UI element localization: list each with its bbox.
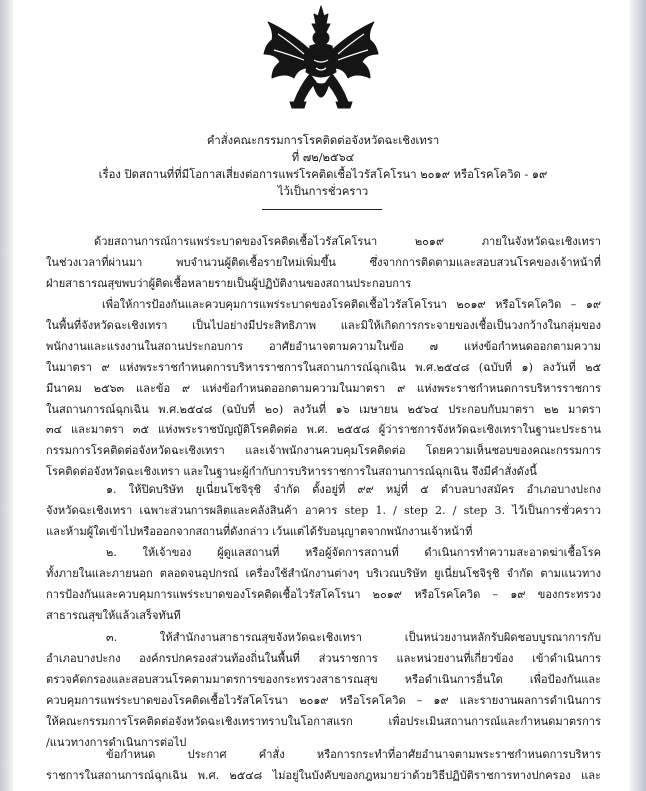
text-line: กรรมการโรคติดต่อจังหวัดฉะเชิงเทรา และเจ้าพนักงานควบคุมโรคติดต่อ โดยความเห็นชอบของคณะกรรมการ <box>46 444 601 458</box>
garuda-emblem-icon <box>260 2 382 126</box>
text-line: เพื่อให้การป้องกันและควบคุมการแพร่ระบาดของโรคติดเชื้อไวรัสโคโรนา ๒๐๑๙ หรือโรคโควิด – ๑๙ <box>102 298 601 311</box>
text-line: ให้คณะกรรมการโรคติดต่อจังหวัดฉะเชิงเทราทราบในโอกาสแรก เพื่อประเมินสถานการณ์และกำหนดมาตรการ <box>46 714 601 728</box>
text-line: และห้ามผู้ใดเข้าไปหรือออกจากสถานที่ดังกล่าว เว้นแต่ได้รับอนุญาตจากพนักงานเจ้าหน้าที่ <box>46 524 473 538</box>
text-line: มีนาคม ๒๕๖๓ และข้อ ๙ แห่งข้อกำหนดออกตามความในมาตรา ๙ แห่งพระราชกำหนดการบริหารราชการ <box>46 381 601 395</box>
text-line: ในช่วงเวลาที่ผ่านมา พบจำนวนผู้ติดเชื้อรายใหม่เพิ่มขึ้น ซึ่งจากการติดตามและสอบสวนโรคของเจ้าหน้าที่ <box>46 255 601 269</box>
order-issuer: คำสั่งคณะกรรมการโรคติดต่อจังหวัดฉะเชิงเทรา <box>206 134 440 147</box>
text-line: ๑. ให้ปิดบริษัท ยูเนี่ยนโชจิรุชิ จำกัด ตั้งอยู่ที่ ๙๙ หมู่ที่ ๕ ตำบลบางสมัคร อำเภอบางปะกง <box>106 483 601 496</box>
order-number: ที่ ๗๒/๒๕๖๔ <box>291 151 355 164</box>
text-line: ฝ่ายสาธารณสุขพบว่าผู้ติดเชื้อหลายรายเป็นผู้ปฏิบัติงานของสถานประกอบการ <box>46 276 412 290</box>
paragraph-background <box>46 232 601 295</box>
header-divider <box>262 209 382 210</box>
text-line: /แนวทางการดำเนินการต่อไป <box>46 735 187 749</box>
paragraph-item-2 <box>46 543 601 627</box>
paragraph-item-3 <box>46 628 601 753</box>
text-line: ราชการในสถานการณ์ฉุกเฉิน พ.ศ. ๒๕๔๘ ไม่อยู่ในบังคับของกฎหมายว่าด้วยวิธีปฏิบัติราชการทางปกครอง และ <box>46 768 601 782</box>
text-line: สาธารณสุขให้แล้วเสร็จทันที <box>46 608 181 622</box>
text-line: โรคติดต่อจังหวัดฉะเชิงเทรา และในฐานะผู้กำกับการบริหารราชการในสถานการณ์ฉุกเฉิน จึงมีคำสั่งดังนี้ <box>46 465 537 479</box>
page-shadow-right <box>630 0 646 791</box>
text-line: ๓๔ และมาตรา ๓๕ แห่งพระราชบัญญัติโรคติดต่อ พ.ศ. ๒๕๕๘ ผู้ว่าราชการจังหวัดฉะเชิงเทราในฐานะประธาน <box>46 423 601 437</box>
paragraph-item-1 <box>46 480 601 543</box>
text-line: ในสถานการณ์ฉุกเฉิน พ.ศ.๒๕๔๘ (ฉบับที่ ๒๐) ลงวันที่ ๑๖ เมษายน ๒๕๖๔ ประกอบกับมาตรา ๒๒ มาตรา <box>46 402 601 416</box>
text-line: ๒. ให้เจ้าของ ผู้ดูแลสถานที่ หรือผู้จัดการสถานที่ ดำเนินการทำความสะอาดฆ่าเชื้อโรค <box>106 546 601 559</box>
text-line: ด้วยสถานการณ์การแพร่ระบาดของโรคติดเชื้อไวรัสโคโรนา ๒๐๑๙ ภายในจังหวัดฉะเชิงเทรา <box>94 235 601 248</box>
text-line: ๓. ให้สำนักงานสาธารณสุขจังหวัดฉะเชิงเทรา เป็นหน่วยงานหลักรับผิดชอบบูรณาการกับ <box>106 631 601 644</box>
paragraph-purpose <box>46 295 601 483</box>
text-line: จังหวัดฉะเชิงเทรา เฉพาะส่วนการผลิตและคลังสินค้า อาคาร step 1. / step 2. / step 3. ไว้เป็นการชั่วคราว <box>46 503 601 517</box>
text-line: ควบคุมการแพร่ระบาดของโรคติดเชื้อไวรัสโคโรนา ๒๐๑๙ หรือโรคโควิด – ๑๙ และรายงานผลการดำเนินการ <box>46 693 601 707</box>
text-line: ทั้งภายในและภายนอก ตลอดจนอุปกรณ์ เครื่องใช้สำนักงานต่างๆ บริเวณบริษัท ยูเนี่ยนโชจิรุชิ จำกัด ตามแนวทาง <box>46 566 601 580</box>
text-line: ข้อกำหนด ประกาศ คำสั่ง หรือการกระทำที่อาศัยอำนาจตามพระราชกำหนดการบริหาร <box>106 748 601 761</box>
text-line: ในพื้นที่จังหวัดฉะเชิงเทรา เป็นไปอย่างมีประสิทธิภาพ และมิให้เกิดการกระจายของเชื้อเป็นวงกว้างในกลุ่มของ <box>46 318 601 332</box>
text-line: ในมาตรา ๙ แห่งพระราชกำหนดการบริหารราชการในสถานการณ์ฉุกเฉิน พ.ศ.๒๕๔๘ (ฉบับที่ ๑) ลงวันที่ ๒๕ <box>46 360 601 374</box>
paragraph-closing <box>46 745 601 787</box>
order-subject-line-2: ไว้เป็นการชั่วคราว <box>277 185 369 198</box>
order-subject-line-1: เรื่อง ปิดสถานที่ที่มีโอกาสเสี่ยงต่อการแพร่โรคติดเชื้อไวรัสโคโรนา ๒๐๑๙ หรือโรคโควิด - ๑๙ <box>98 168 548 181</box>
page-shadow-left <box>0 0 13 791</box>
text-line: อำเภอบางปะกง องค์กรปกครองส่วนท้องถิ่นในพื้นที่ ส่วนราชการ และหน่วยงานที่เกี่ยวข้อง เข้าดำเนินการ <box>46 651 601 665</box>
text-line: พนักงานและแรงงานในสถานประกอบการ อาศัยอำนาจตามความในข้อ ๗ แห่งข้อกำหนดออกตามความ <box>46 339 601 353</box>
text-line: การป้องกันและควบคุมการแพร่ระบาดของโรคติดเชื้อไวรัสโคโรนา ๒๐๑๙ หรือโรคโควิด – ๑๙ ของกระทรวง <box>46 587 601 601</box>
text-line: ตรวจคัดกรองและสอบสวนโรคตามมาตรการของกระทรวงสาธารณสุข หรือดำเนินการอื่นใด เพื่อป้องกันและ <box>46 672 601 686</box>
